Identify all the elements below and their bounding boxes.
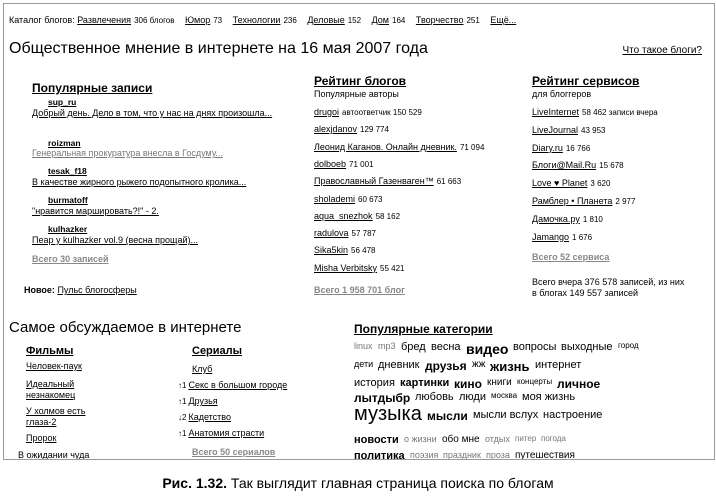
- category-tag[interactable]: вопросы: [513, 341, 557, 353]
- catalog-count: 152: [347, 16, 362, 25]
- service-count: 58 462 записи вчера: [582, 108, 658, 117]
- catalog-count: 251: [466, 16, 480, 25]
- figure-caption: [0, 475, 716, 491]
- blog-count: 129 774: [360, 125, 389, 135]
- blog-link[interactable]: sholademi: [314, 193, 356, 204]
- service-rating-subtitle: для блоггеров: [532, 89, 592, 99]
- catalog-item-business[interactable]: Деловые: [307, 15, 345, 25]
- catalog-bar: [9, 15, 516, 25]
- service-summary-1: Всего вчера 376 578 записей, из них: [532, 277, 685, 287]
- most-discussed-heading: Самое обсуждаемое в интернете: [9, 319, 242, 336]
- blog-row: [314, 142, 484, 152]
- blog-link[interactable]: radulova: [314, 228, 349, 239]
- post-link[interactable]: В качестве жирного рыжего подопытного кролика...: [32, 177, 247, 187]
- category-tag[interactable]: питер: [515, 434, 537, 443]
- catalog-item-entertainment[interactable]: Развлечения: [77, 15, 132, 25]
- category-tag[interactable]: друзья: [425, 359, 467, 373]
- series-link[interactable]: Кадетство: [188, 412, 231, 422]
- category-tag[interactable]: о жизни: [404, 434, 437, 444]
- rank-change-icon: ↑1: [178, 429, 187, 438]
- blog-count: 71 094: [459, 142, 485, 152]
- film-link[interactable]: глаза-2: [26, 417, 57, 427]
- blog-count: автоответчик 150 529: [342, 108, 422, 117]
- what-are-blogs-link[interactable]: Что такое блоги?: [622, 45, 702, 56]
- catalog-item-creative[interactable]: Творчество: [415, 15, 464, 25]
- all-services-link[interactable]: Всего 52 сервиса: [532, 252, 610, 262]
- film-link[interactable]: Пророк: [26, 433, 57, 443]
- category-tag[interactable]: видео: [466, 341, 509, 357]
- film-link[interactable]: Человек-паук: [26, 361, 82, 371]
- blog-count: 56 478: [351, 246, 376, 256]
- film-link[interactable]: В ожидании чуда: [18, 450, 90, 460]
- service-row: [532, 160, 624, 170]
- category-tag[interactable]: дети: [354, 359, 374, 369]
- catalog-count: 73: [213, 16, 223, 25]
- service-rating-heading[interactable]: Рейтинг сервисов: [532, 74, 640, 88]
- post-link[interactable]: Добрый день. Дело в том, что у нас на днях произошла...: [32, 108, 273, 118]
- category-tag[interactable]: кино: [454, 377, 482, 391]
- blog-count: 61 663: [436, 177, 462, 187]
- blog-rating-heading[interactable]: Рейтинг блогов: [314, 74, 407, 88]
- post-link[interactable]: Генеральная прокуратура внесла в Госдуму...: [32, 148, 223, 158]
- service-link[interactable]: Love ♥ Planet: [532, 178, 588, 189]
- service-row: [532, 232, 592, 242]
- service-row: [532, 214, 603, 224]
- screenshot-frame: [3, 3, 715, 460]
- all-series-link[interactable]: Всего 50 сериалов: [192, 447, 276, 457]
- new-label: Новое:: [24, 285, 55, 295]
- blog-count: 60 673: [358, 194, 383, 204]
- blog-row: [314, 124, 389, 134]
- all-posts-link[interactable]: Всего 30 записей: [32, 254, 109, 264]
- category-tag[interactable]: весна: [431, 341, 461, 353]
- series-link[interactable]: Клуб: [192, 364, 213, 374]
- series-link[interactable]: Друзья: [188, 396, 218, 406]
- service-link[interactable]: Diary.ru: [532, 142, 563, 153]
- category-tag[interactable]: москва: [491, 391, 518, 400]
- blog-row: [314, 263, 405, 273]
- blog-link[interactable]: Леонид Каганов. Онлайн дневник.: [314, 141, 457, 152]
- catalog-more-link[interactable]: Ещё...: [490, 15, 517, 25]
- blog-link[interactable]: alexjdanov: [314, 124, 358, 135]
- blog-link[interactable]: Православный Газенваген™: [314, 176, 434, 187]
- post-author[interactable]: kulhazker: [48, 224, 88, 234]
- category-tag[interactable]: любовь: [415, 391, 454, 403]
- service-count: 2 977: [615, 197, 636, 206]
- catalog-count: 236: [283, 16, 297, 25]
- popular-posts-heading[interactable]: Популярные записи: [32, 81, 153, 95]
- blog-link[interactable]: Sika5kin: [314, 245, 349, 256]
- catalog-label: Каталог блогов:: [9, 15, 75, 25]
- category-tag[interactable]: моя жизнь: [522, 391, 576, 403]
- category-tag[interactable]: поэзия: [410, 450, 439, 460]
- category-tag[interactable]: интернет: [535, 359, 582, 371]
- category-tag[interactable]: отдых: [485, 434, 510, 444]
- service-count: 1 810: [582, 214, 603, 224]
- film-link[interactable]: Идеальный: [26, 379, 75, 389]
- category-tag[interactable]: концерты: [517, 377, 553, 386]
- category-tag[interactable]: обо мне: [442, 434, 480, 445]
- category-tag[interactable]: город: [618, 341, 639, 350]
- series-link[interactable]: Анатомия страсти: [188, 428, 265, 438]
- blog-row: [314, 211, 400, 221]
- blog-row: [314, 228, 376, 238]
- blog-row: [314, 107, 422, 117]
- post-author[interactable]: tesak_f18: [48, 166, 87, 176]
- figure-text: Так выглядит главная страница поиска по блогам: [230, 475, 554, 491]
- series-heading[interactable]: Сериалы: [192, 345, 243, 357]
- category-tag[interactable]: музыка: [354, 403, 422, 425]
- blog-count: 57 787: [351, 229, 376, 239]
- service-row: [532, 143, 590, 153]
- category-tag[interactable]: бред: [401, 341, 426, 353]
- service-row: [532, 178, 610, 188]
- service-count: 43 953: [581, 125, 606, 135]
- service-count: 3 620: [590, 179, 611, 189]
- category-tag[interactable]: путешествия: [515, 450, 575, 460]
- blog-row: [314, 194, 383, 204]
- blog-link[interactable]: Misha Verbitsky: [314, 262, 378, 273]
- category-tag[interactable]: linux: [354, 341, 373, 351]
- service-link[interactable]: Блоги@Mail.Ru: [532, 160, 597, 171]
- all-blogs-link[interactable]: Всего 1 958 701 блог: [314, 285, 405, 295]
- rank-change-icon: ↑1: [178, 397, 187, 406]
- page-title: Общественное мнение в интернете на 16 мая 2007 года: [9, 40, 428, 57]
- category-tag[interactable]: книги: [487, 377, 512, 388]
- rank-change-icon: ↑1: [178, 381, 187, 390]
- service-row: [532, 107, 658, 117]
- blog-link[interactable]: drugoi: [314, 107, 340, 117]
- category-tag[interactable]: выходные: [561, 341, 613, 353]
- category-tag[interactable]: мысли: [427, 409, 468, 423]
- catalog-item-tech[interactable]: Технологии: [232, 15, 281, 25]
- blog-row: [314, 159, 374, 169]
- category-tag[interactable]: проза: [486, 450, 510, 460]
- category-tag[interactable]: лытдыбр: [354, 391, 411, 405]
- blog-count: 55 421: [380, 263, 405, 273]
- category-tag[interactable]: жж: [472, 359, 486, 370]
- service-row: [532, 196, 635, 206]
- post-author[interactable]: roizman: [48, 138, 81, 148]
- category-tag[interactable]: дневник: [378, 359, 420, 371]
- service-link[interactable]: LiveInternet: [532, 107, 580, 117]
- catalog-item-home[interactable]: Дом: [371, 15, 389, 25]
- blog-row: [314, 176, 461, 186]
- blog-link[interactable]: dolboeb: [314, 158, 347, 169]
- category-tag[interactable]: картинки: [400, 377, 450, 389]
- catalog-count: 306 блогов: [134, 16, 175, 25]
- figure-number: Рис. 1.32.: [162, 475, 227, 491]
- catalog-item-humor[interactable]: Юмор: [185, 15, 211, 25]
- film-link[interactable]: незнакомец: [26, 390, 76, 400]
- series-link[interactable]: Секс в большом городе: [188, 380, 288, 390]
- category-tag[interactable]: люди: [459, 391, 486, 403]
- blog-count: 58 162: [375, 211, 401, 221]
- service-link[interactable]: Jamango: [532, 231, 570, 242]
- blog-count: 71 001: [349, 159, 374, 169]
- post-author[interactable]: sup_ru: [48, 97, 77, 107]
- category-tag[interactable]: жизнь: [490, 359, 530, 374]
- category-tag[interactable]: новости: [354, 434, 399, 446]
- category-tag[interactable]: погода: [541, 434, 566, 443]
- category-tag[interactable]: мысли вслух: [473, 409, 539, 421]
- category-tag[interactable]: праздник: [443, 450, 481, 460]
- category-tag[interactable]: mp3: [378, 341, 396, 351]
- service-link[interactable]: Дамочка.ру: [532, 213, 580, 224]
- film-link[interactable]: У холмов есть: [26, 406, 86, 416]
- category-tag[interactable]: история: [354, 377, 395, 389]
- post-link[interactable]: "нравится маршировать?!" - 2.: [32, 206, 159, 216]
- service-count: 15 678: [599, 161, 624, 171]
- category-tag[interactable]: политика: [354, 450, 405, 460]
- service-summary-2: в блогах 149 557 записей: [532, 288, 639, 298]
- category-tag[interactable]: личное: [557, 377, 601, 391]
- service-link[interactable]: LiveJournal: [532, 124, 579, 135]
- catalog-count: 164: [392, 16, 406, 25]
- service-count: 16 766: [565, 143, 591, 153]
- blog-pulse-link[interactable]: Пульс блогосферы: [57, 285, 137, 295]
- categories-heading[interactable]: Популярные категории: [354, 322, 493, 336]
- post-author[interactable]: burmatoff: [48, 195, 88, 205]
- films-heading[interactable]: Фильмы: [26, 345, 74, 357]
- blog-rating-subtitle: Популярные авторы: [314, 89, 399, 99]
- service-link[interactable]: Рамблер • Планета: [532, 196, 613, 206]
- service-row: [532, 125, 606, 135]
- rank-change-icon: ↓2: [178, 413, 187, 422]
- category-tag[interactable]: настроение: [543, 409, 603, 421]
- blog-row: [314, 245, 376, 255]
- blog-link[interactable]: aqua_snezhok: [314, 210, 373, 221]
- post-link[interactable]: Пеар у kulhazker vol.9 (весна прощай)...: [32, 235, 198, 245]
- service-count: 1 676: [572, 232, 593, 242]
